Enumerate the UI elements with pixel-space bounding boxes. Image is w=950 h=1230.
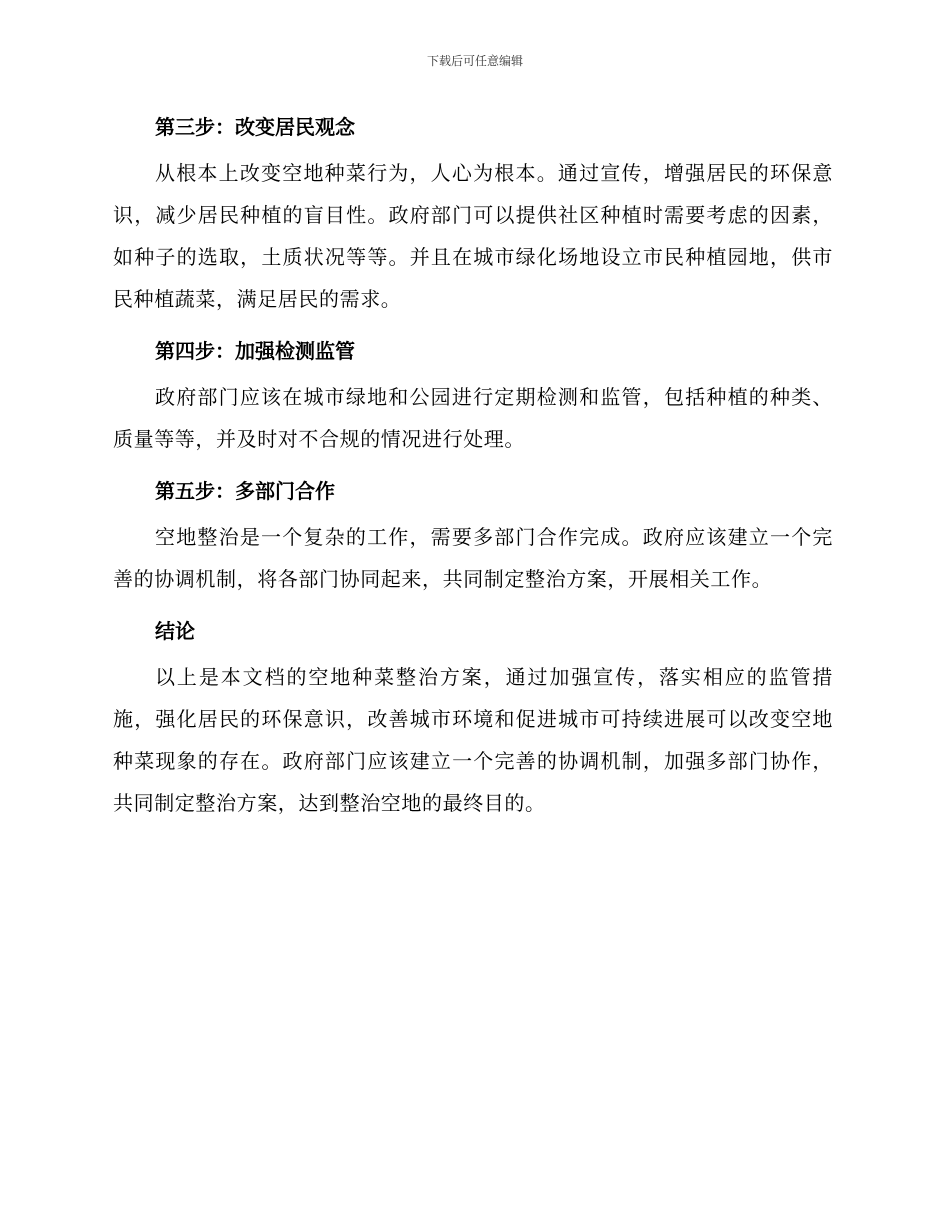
section-paragraph: 以上是本文档的空地种菜整治方案，通过加强宣传，落实相应的监管措施，强化居民的环保意识，改善城市环境和促进城市可持续进展可以改变空地种菜现象的存在。政府部门应该建立一个完善的协调机制，加强多部门协作，共同制定整治方案，达到整治空地的最终目的。 [113, 665, 833, 815]
section-paragraph: 空地整治是一个复杂的工作，需要多部门合作完成。政府应该建立一个完善的协调机制，将各部门协同起来，共同制定整治方案，开展相关工作。 [113, 525, 833, 591]
document-body [113, 106, 833, 824]
section-step-five [113, 470, 833, 600]
section-paragraph: 从根本上改变空地种菜行为，人心为根本。通过宣传，增强居民的环保意识，减少居民种植的盲目性。政府部门可以提供社区种植时需要考虑的因素，如种子的选取，土质状况等等。并且在城市绿化场地设立市民种植园地，供市民种植蔬菜，满足居民的需求。 [113, 161, 833, 311]
section-heading: 第五步：多部门合作 [155, 479, 335, 503]
section-step-four [113, 330, 833, 460]
section-heading: 结论 [155, 619, 195, 643]
section-heading: 第三步：改变居民观念 [155, 115, 355, 139]
section-step-three [113, 106, 833, 320]
section-paragraph: 政府部门应该在城市绿地和公园进行定期检测和监管，包括种植的种类、质量等等，并及时对不合规的情况进行处理。 [113, 385, 833, 451]
section-heading: 第四步：加强检测监管 [155, 339, 355, 363]
section-conclusion [113, 610, 833, 824]
page-header: 下载后可任意编辑 [426, 54, 523, 68]
